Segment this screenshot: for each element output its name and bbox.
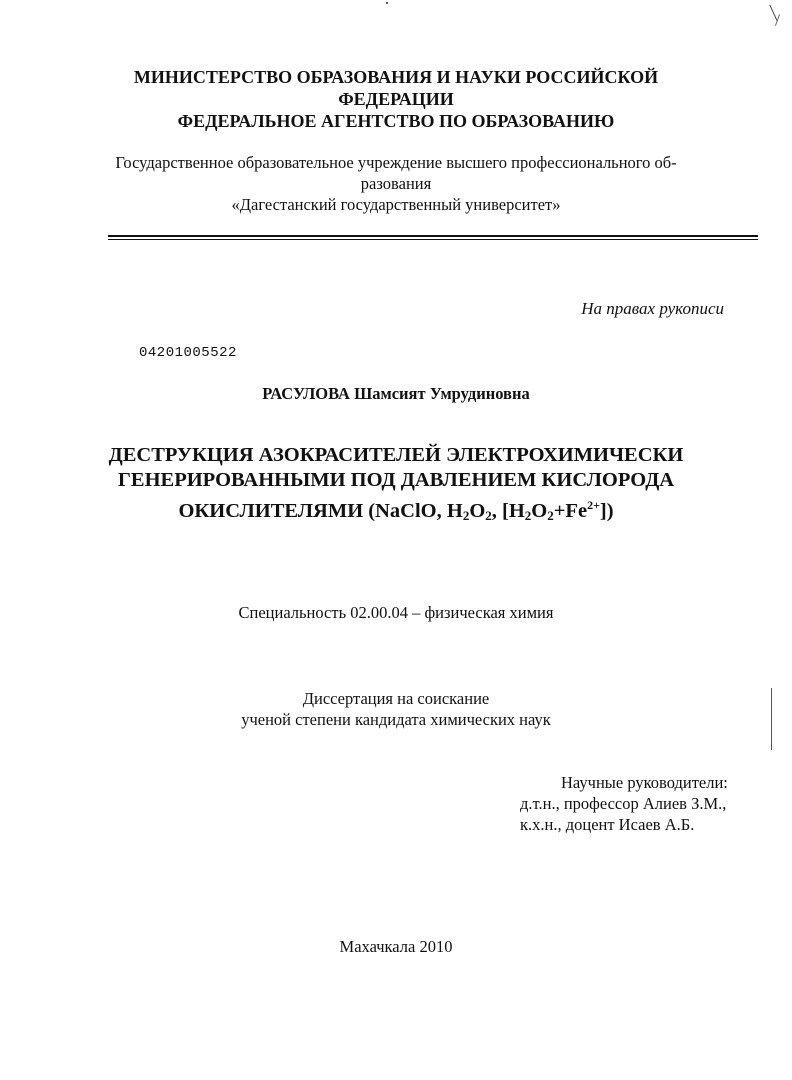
institution-line-3: «Дагестанский государственный университет»: [231, 195, 561, 214]
title-text: ОКИСЛИТЕЛЯМИ (NaClO, H: [178, 500, 463, 522]
ministry-line-2: ФЕДЕРАЦИИ: [338, 89, 454, 109]
supervisor-second: к.х.н., доцент Исаев А.Б.: [520, 815, 695, 834]
title-text: O: [469, 500, 486, 522]
ministry-line-1: МИНИСТЕРСТВО ОБРАЗОВАНИЯ И НАУКИ РОССИЙСКОЙ: [133, 67, 659, 87]
title-superscript: 2+: [587, 498, 600, 512]
rights-note: На правах рукописи: [581, 299, 724, 318]
institution-block: [0, 152, 792, 215]
supervisors-block: [520, 772, 728, 835]
specialty: Специальность 02.00.04 – физическая химия: [238, 603, 554, 622]
title-text: , [H: [491, 500, 525, 522]
header-divider: [108, 235, 758, 237]
author-surname: РАСУЛОВА: [262, 384, 350, 403]
title-subscript: 2: [462, 508, 470, 523]
title-line-3: [0, 493, 792, 528]
author-given-names: Шамсият Умрудиновна: [354, 384, 530, 403]
dissertation-line-1: Диссертация на соискание: [302, 689, 490, 708]
title-text: O: [531, 500, 548, 522]
header-divider-thin: [108, 239, 758, 240]
title-text: +Fe: [553, 500, 588, 522]
title-line-1: ДЕСТРУКЦИЯ АЗОКРАСИТЕЛЕЙ ЭЛЕКТРОХИМИЧЕСКИ: [108, 444, 684, 466]
author-name: [0, 384, 792, 404]
institution-line-2: разования: [360, 174, 432, 193]
title-subscript: 2: [485, 508, 492, 523]
agency-heading: ФЕДЕРАЛЬНОЕ АГЕНТСТВО ПО ОБРАЗОВАНИЮ: [177, 111, 615, 131]
dissertation-line-2: ученой степени кандидата химических наук: [241, 710, 551, 729]
dissertation-degree: [0, 688, 792, 730]
ministry-heading: [0, 66, 792, 110]
supervisor-first: д.т.н., профессор Алиев З.М.,: [520, 794, 727, 813]
dissertation-title: [0, 443, 792, 528]
scan-mark: [386, 2, 388, 4]
city-year: Махачкала 2010: [339, 937, 453, 956]
catalog-code: 04201005522: [139, 345, 237, 361]
title-subscript: 2: [547, 508, 554, 523]
institution-line-1: Государственное образовательное учреждение высшего профессионального об-: [115, 153, 677, 172]
title-text: ]): [599, 500, 614, 522]
title-line-2: ГЕНЕРИРОВАННЫМИ ПОД ДАВЛЕНИЕМ КИСЛОРОДА: [117, 469, 675, 491]
title-subscript: 2: [524, 508, 532, 523]
supervisors-title: Научные руководители:: [561, 773, 728, 792]
